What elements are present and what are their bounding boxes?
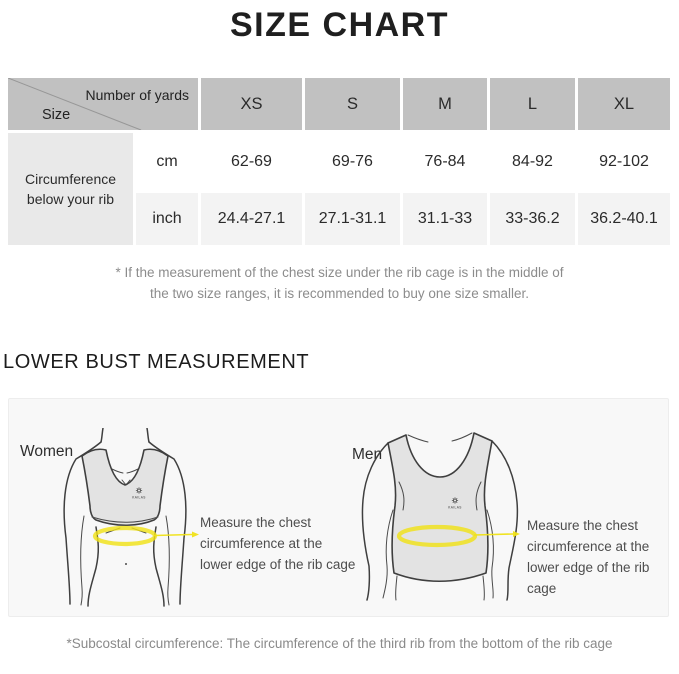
value-cell-cm-s: 69-76 [305,133,400,190]
brand-logo-text: KAILAS [448,505,462,510]
value-cell-cm-l: 84-92 [490,133,575,190]
pointer-line [154,535,192,536]
men-figure-illustration [355,428,527,610]
value-cell-inch-l: 33-36.2 [490,193,575,245]
value-cell-cm-xs: 62-69 [201,133,302,190]
pointer-arrowhead [192,532,199,538]
measurement-diagram-panel [8,398,669,617]
men-label: Men [352,446,383,463]
table-corner-cell [8,78,198,130]
size-column-header-xl: XL [578,78,670,130]
instruction-line: lower edge of the rib cage [200,557,356,572]
table-footnote-line2: the two size ranges, it is recommended to buy one size smaller. [150,286,529,301]
value-cell-inch-xs: 24.4-27.1 [201,193,302,245]
unit-cell-inch: inch [136,193,198,245]
instruction-line: circumference at the [527,539,650,554]
men-measurement-instruction [527,515,668,599]
size-label: Size [42,107,71,123]
page-title: SIZE CHART [230,6,449,44]
size-column-header-l: L [490,78,575,130]
section-heading: LOWER BUST MEASUREMENT [3,351,310,373]
instruction-line: Measure the chest [200,515,312,530]
size-column-header-xs: XS [201,78,302,130]
value-cell-inch-m: 31.1-33 [403,193,487,245]
instruction-line: circumference at the [200,536,323,551]
size-column-header-s: S [305,78,400,130]
table-footnote-line1: * If the measurement of the chest size under the rib cage is in the middle of [115,265,564,280]
table-footnote [0,262,679,304]
women-figure-illustration [60,428,200,610]
instruction-line: lower edge of the rib cage [527,560,650,596]
pointer-line [474,534,513,535]
value-cell-inch-xl: 36.2-40.1 [578,193,670,245]
navel-mark [125,563,127,565]
measuring-tape-ellipse [95,528,155,544]
diagonal-divider-line [8,78,198,130]
row-header-circumference: Circumference below your rib [8,133,133,245]
women-sports-bra [82,449,168,525]
unit-cell-cm: cm [136,133,198,190]
women-label: Women [20,443,74,460]
value-cell-inch-s: 27.1-31.1 [305,193,400,245]
value-cell-cm-m: 76-84 [403,133,487,190]
subcostal-footnote: *Subcostal circumference: The circumference of the third rib from the bottom of the rib cage [66,636,613,651]
instruction-line: Measure the chest [527,518,639,533]
size-column-header-m: M [403,78,487,130]
size-chart-table [8,78,671,245]
women-measurement-instruction [200,512,355,575]
value-cell-cm-xl: 92-102 [578,133,670,190]
number-of-yards-label: Number of yards [85,87,189,103]
brand-logo-text: KAILAS [132,495,146,500]
